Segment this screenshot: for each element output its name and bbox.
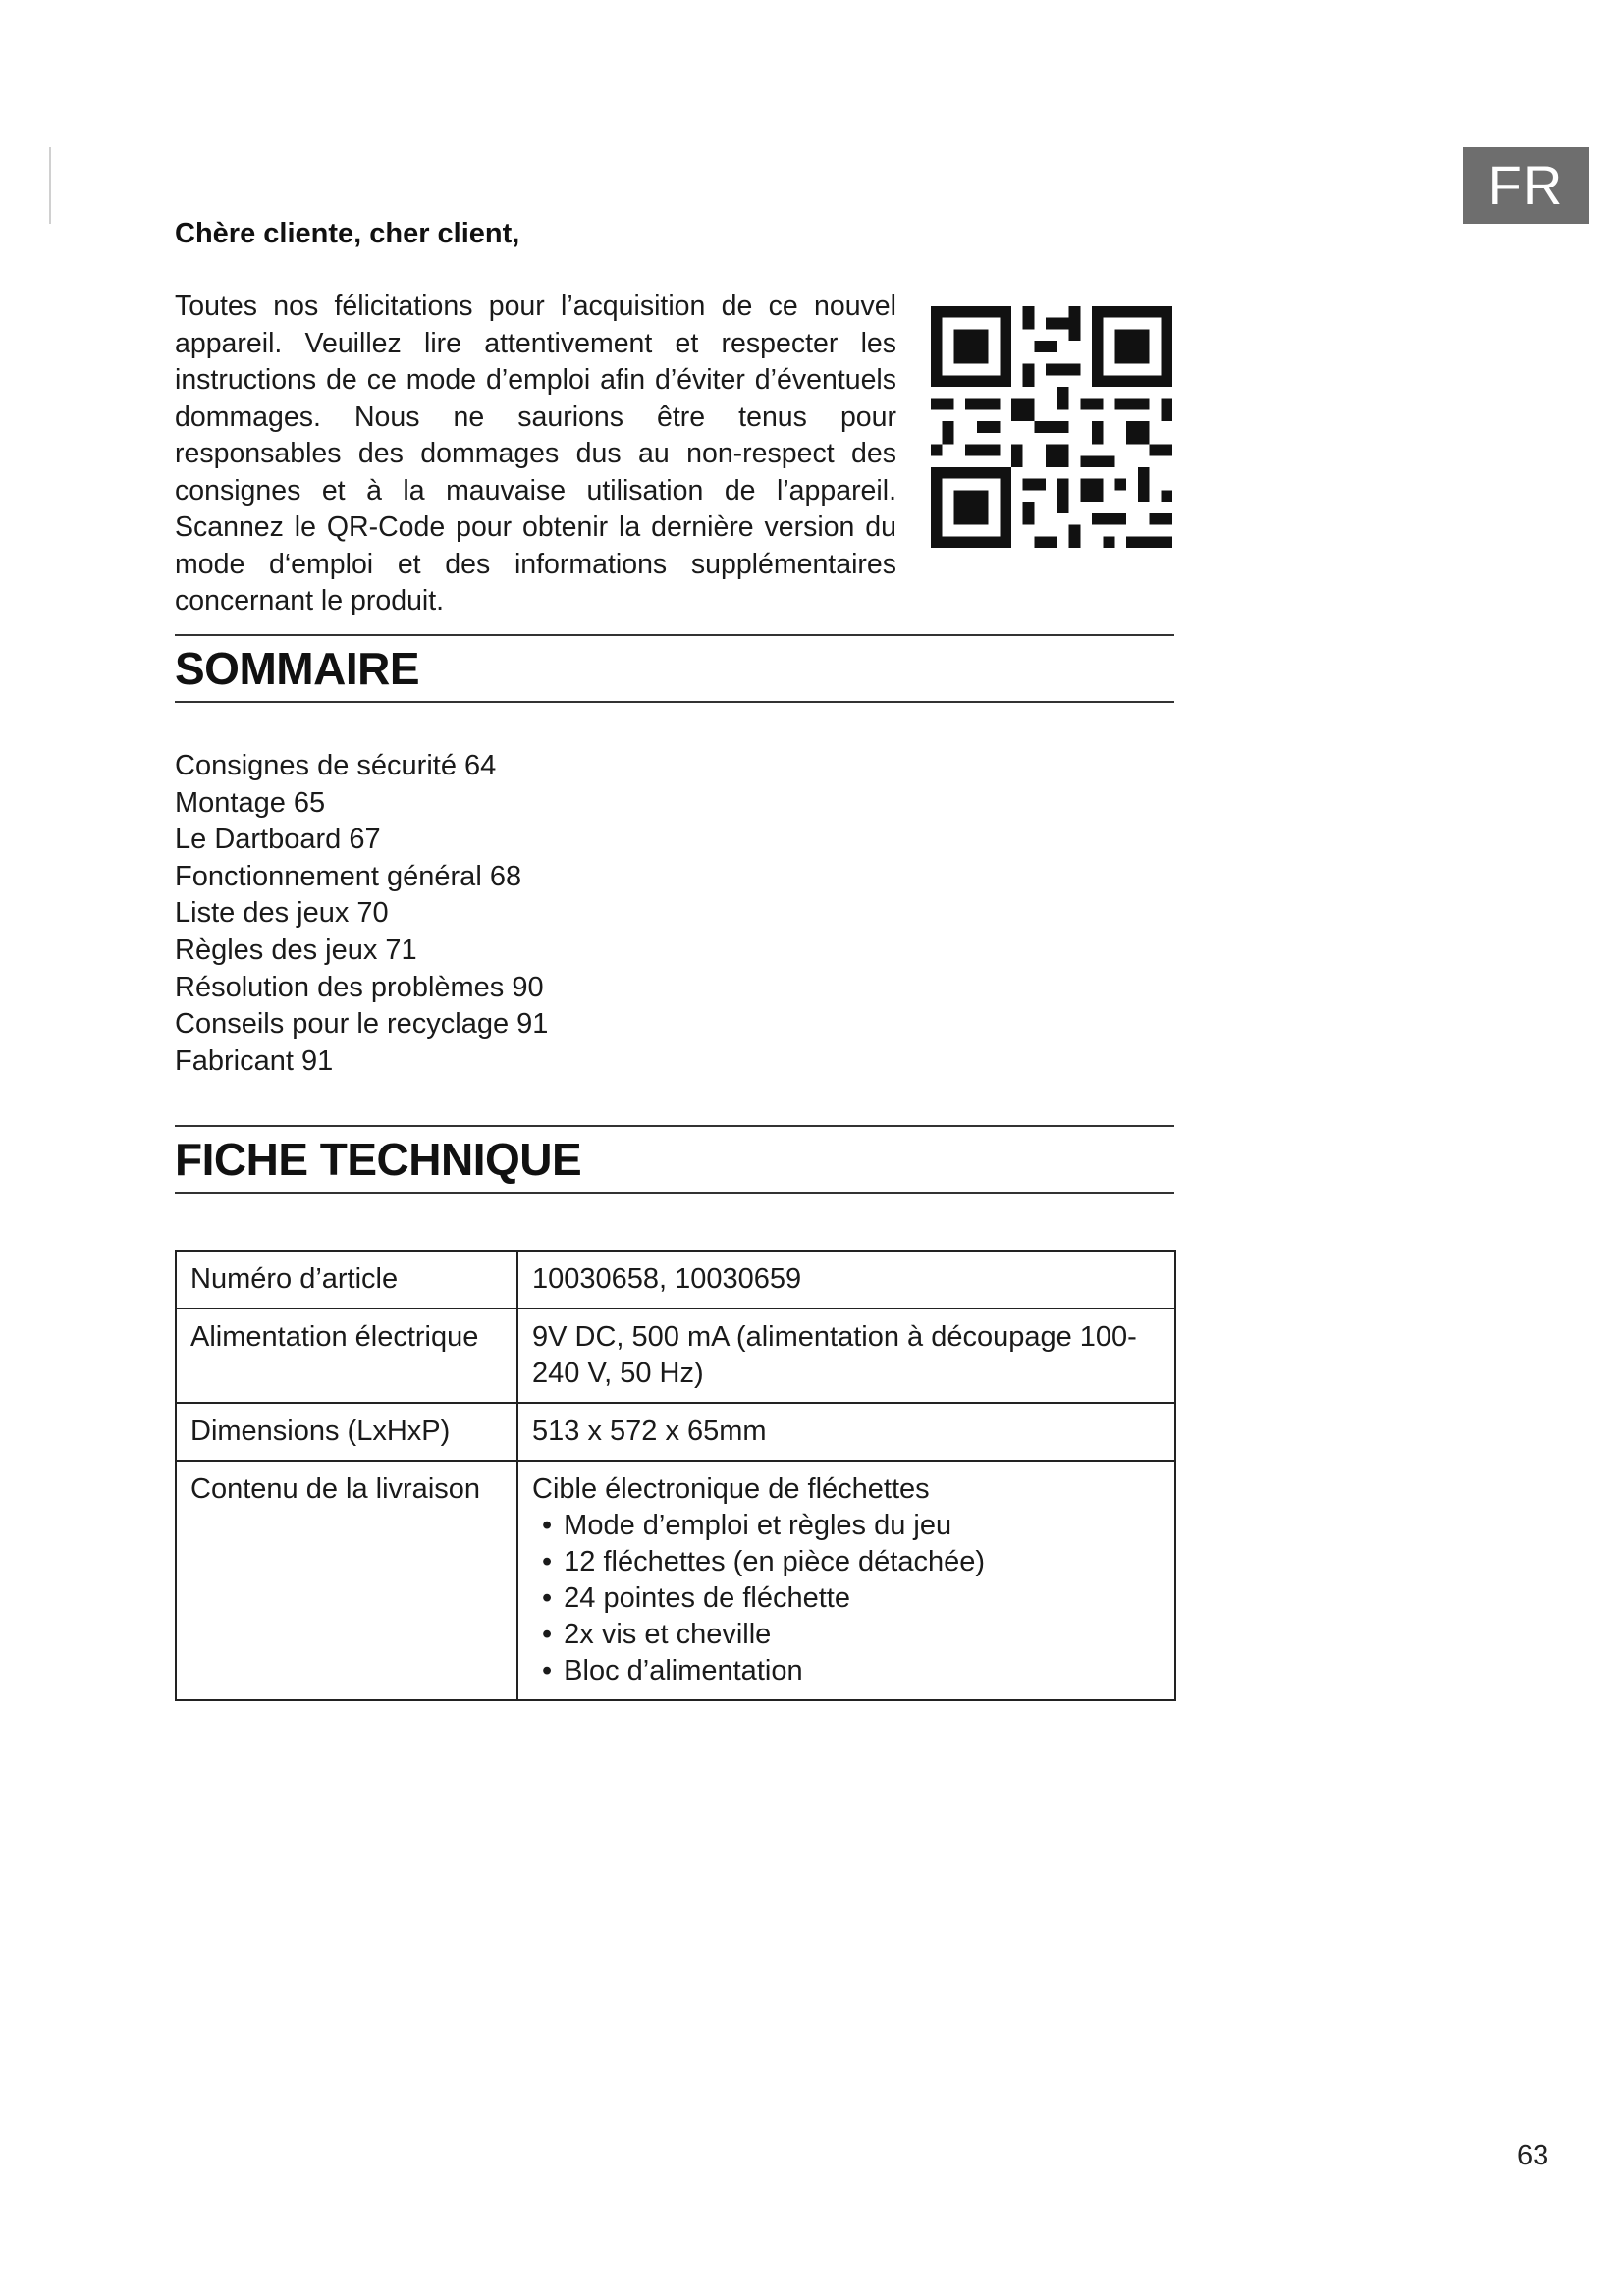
spec-label: Dimensions (LxHxP) (176, 1403, 517, 1461)
toc-item: Fonctionnement général 68 (175, 860, 522, 892)
spec-label: Alimentation électrique (176, 1308, 517, 1403)
list-item: Cible électronique de fléchettes (532, 1473, 930, 1505)
toc-item: Liste des jeux 70 (175, 897, 389, 930)
table-row (176, 1403, 1175, 1461)
toc-item: Montage 65 (175, 786, 326, 819)
rule-top-specs (175, 1125, 1174, 1127)
page-number: 63 (1517, 2140, 1549, 2171)
spec-value: 10030658, 10030659 (517, 1251, 1175, 1308)
toc-item: Conseils pour le recyclage 91 (175, 1008, 549, 1041)
spec-value: 513 x 572 x 65mm (517, 1403, 1175, 1461)
list-item: • 24 pointes de fléchette (532, 1580, 1161, 1617)
table-row (176, 1251, 1175, 1308)
summary-title: SOMMAIRE (175, 643, 419, 694)
spec-label: Numéro d’article (176, 1251, 517, 1308)
rule-bottom-summary (175, 701, 1174, 703)
spec-value: 9V DC, 500 mA (alimentation à découpage 100-240 V, 50 Hz) (517, 1308, 1175, 1403)
margin-rule (49, 147, 51, 224)
language-tab: FR (1463, 147, 1589, 224)
spec-label: Contenu de la livraison (176, 1461, 517, 1700)
toc-item: Fabricant 91 (175, 1044, 334, 1077)
rule-top-summary (175, 634, 1174, 636)
table-of-contents (175, 748, 548, 1080)
toc-item: Le Dartboard 67 (175, 824, 381, 856)
toc-item: Consignes de sécurité 64 (175, 750, 497, 781)
spec-value-list (517, 1461, 1175, 1700)
toc-item: Règles des jeux 71 (175, 934, 417, 966)
toc-item: Résolution des problèmes 90 (175, 971, 544, 1003)
delivery-contents (532, 1471, 1161, 1689)
table-row (176, 1308, 1175, 1403)
greeting: Chère cliente, cher client, (175, 218, 520, 249)
table-row (176, 1461, 1175, 1700)
qr-code-icon (931, 306, 1172, 548)
list-item: • 12 fléchettes (en pièce détachée) (532, 1544, 1161, 1580)
list-item: • 2x vis et cheville (532, 1617, 1161, 1653)
list-item: • Mode d’emploi et règles du jeu (532, 1508, 1161, 1544)
spec-table (175, 1250, 1176, 1701)
intro-paragraph: Toutes nos félicitations pour l’acquisition de ce nouvel appareil. Veuillez lire attentivement et respecter les instructions de ce mode d’emploi afin d’éviter d’éventuels dommages. Nous ne saurions être tenus pour responsables des dommages dus au non-respect des consignes et à la mauvaise utilisation de l’appareil. Scannez le QR-Code pour obtenir la dernière version du mode d‘emploi et des informations supplémentaires concernant le produit. (175, 291, 896, 616)
specs-title: FICHE TECHNIQUE (175, 1134, 582, 1185)
list-item: • Bloc d’alimentation (532, 1653, 1161, 1689)
rule-bottom-specs (175, 1192, 1174, 1194)
